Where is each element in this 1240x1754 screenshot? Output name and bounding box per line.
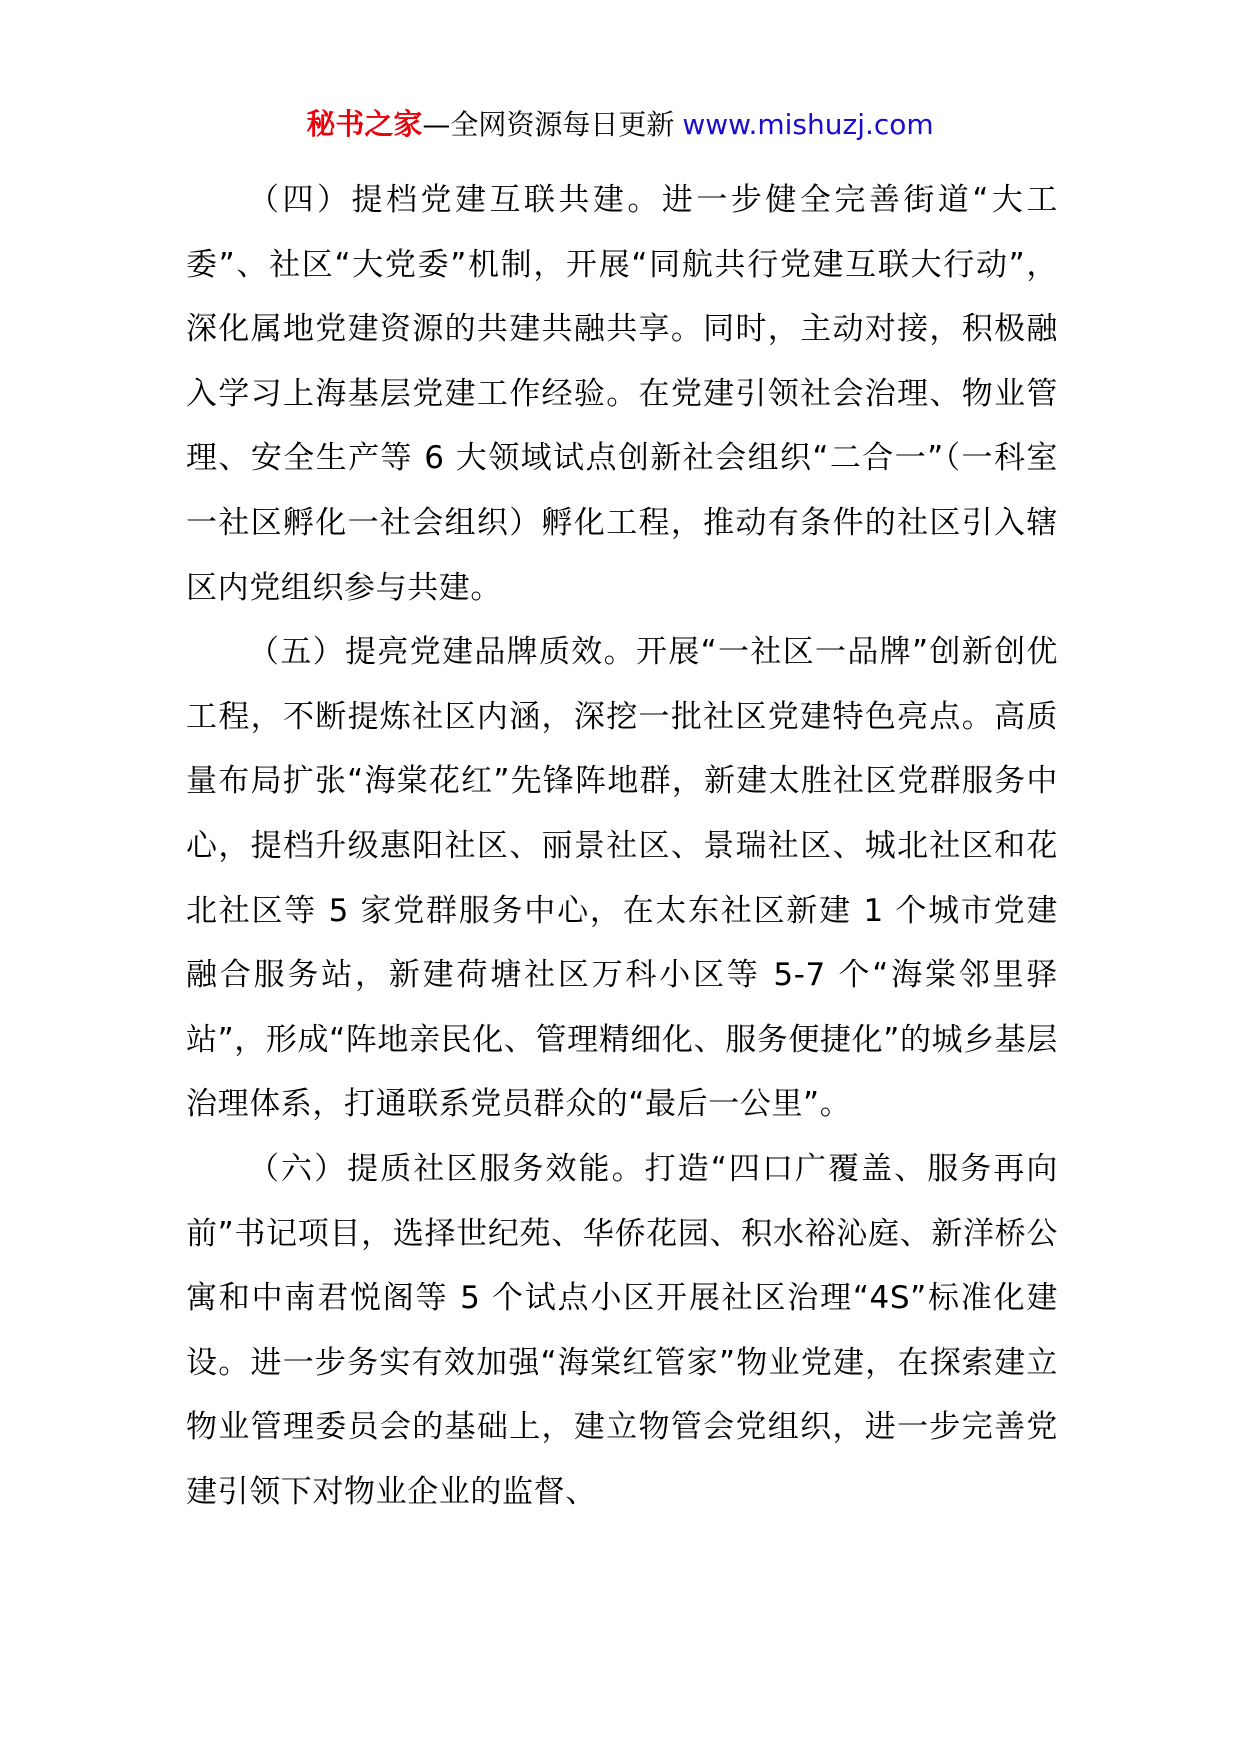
paragraph-section-4: （四）提档党建互联共建。进一步健全完善街道“大工委”、社区“大党委”机制，开展“同航共行党建互联大行动”，深化属地党建资源的共建共融共享。同时，主动对接，积极融入学习上海基层党建工作经验。在党建引领社会治理、物业管理、安全生产等 6 大领域试点创新社会组织“二合一”（一科室一社区孵化一社会组织）孵化工程，推动有条件的社区引入辖区内党组织参与共建。: [186, 182, 1058, 606]
document-body: [186, 168, 1058, 1524]
header-tagline: —全网资源每日更新: [422, 108, 675, 141]
page-header: [0, 104, 1240, 145]
paragraph-section-5: （五）提亮党建品牌质效。开展“一社区一品牌”创新创优工程，不断提炼社区内涵，深挖一批社区党建特色亮点。高质量布局扩张“海棠花红”先锋阵地群，新建太胜社区党群服务中心，提档升级惠阳社区、丽景社区、景瑞社区、城北社区和花北社区等 5 家党群服务中心，在太东社区新建 1 个城市党建融合服务站，新建荷塘社区万科小区等 5-7 个“海棠邻里驿站”，形成“阵地亲民化、管理精细化、服务便捷化”的城乡基层治理体系，打通联系党员群众的“最后一公里”。: [186, 634, 1058, 1123]
header-brand: 秘书之家: [306, 107, 423, 141]
header-url-link[interactable]: www.mishuzj.com: [682, 108, 934, 141]
paragraph-section-6: （六）提质社区服务效能。打造“四口广覆盖、服务再向前”书记项目，选择世纪苑、华侨花园、积水裕沁庭、新洋桥公寓和中南君悦阁等 5 个试点小区开展社区治理“4S”标准化建设。进一步务实有效加强“海棠红管家”物业党建，在探索建立物业管理委员会的基础上，建立物管会党组织，进一步完善党建引领下对物业企业的监督、: [186, 1150, 1058, 1510]
